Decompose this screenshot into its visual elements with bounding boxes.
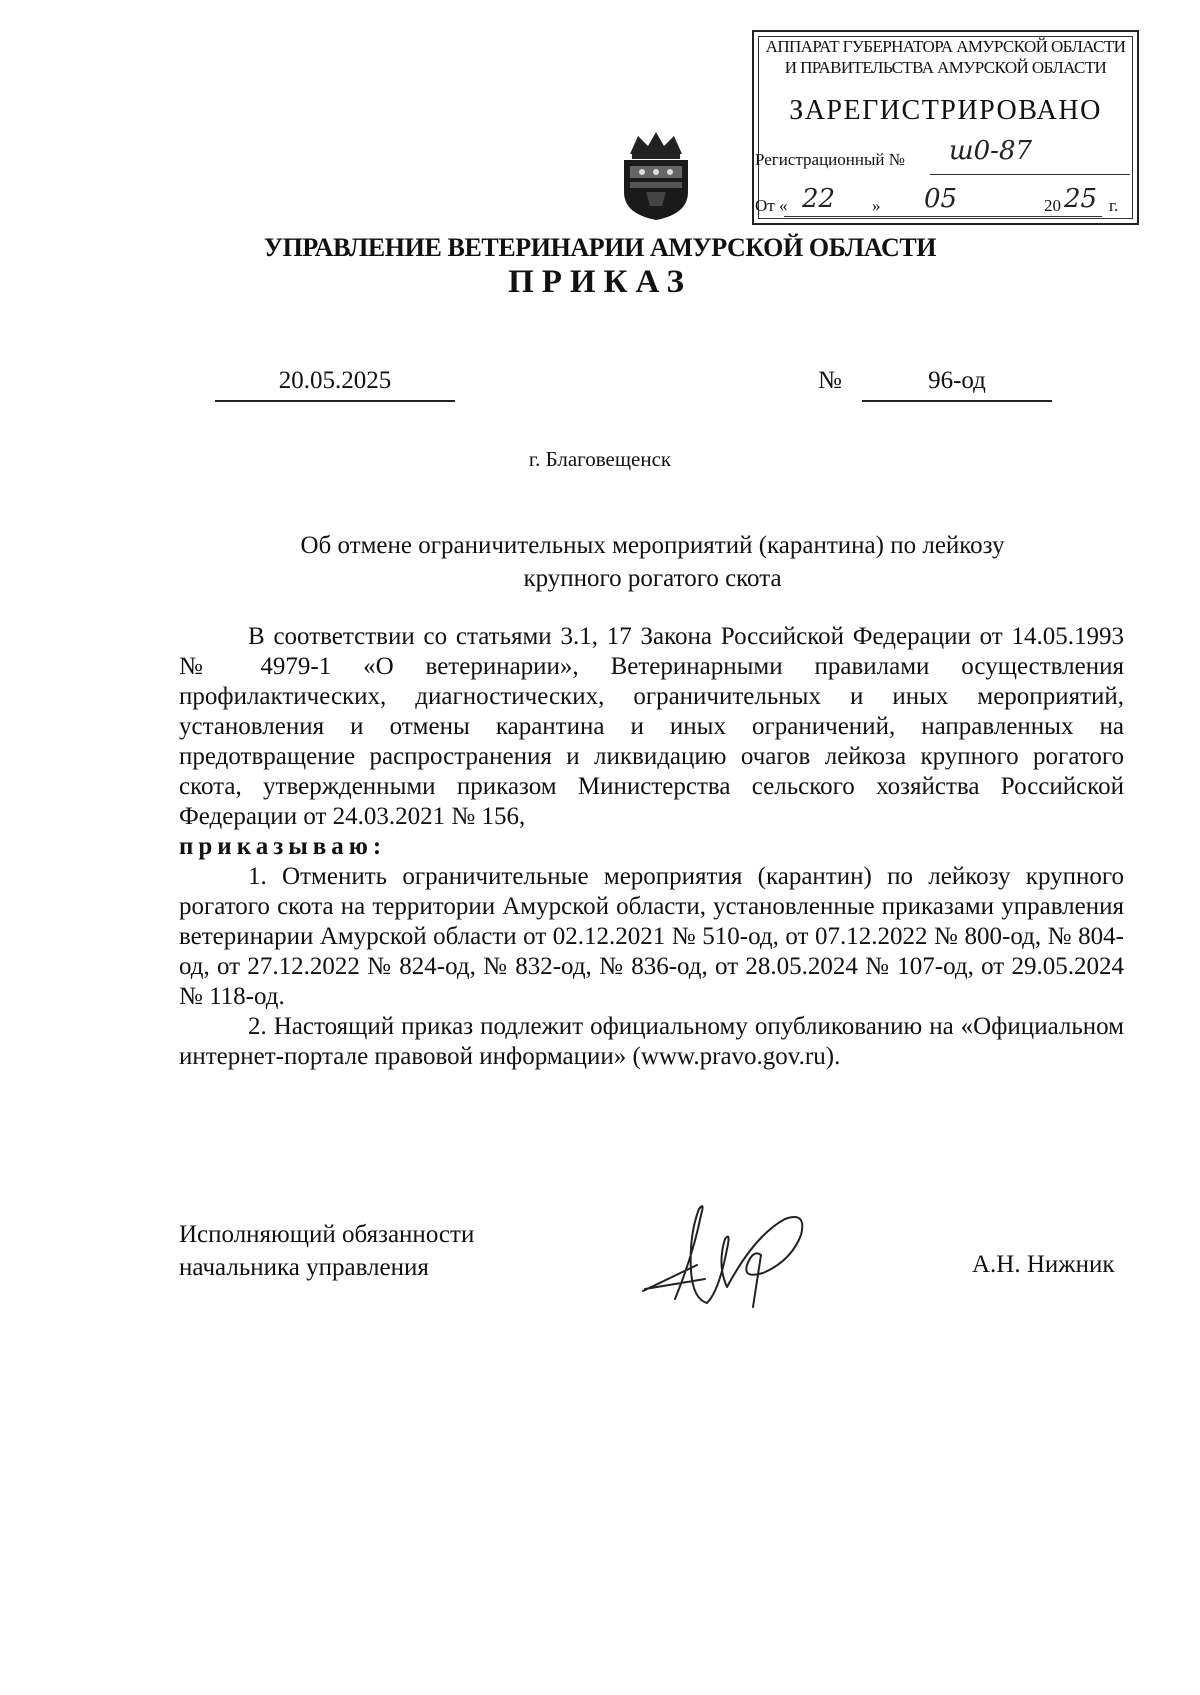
stamp-date-day: 22 (802, 184, 836, 214)
stamp-reg-label: Регистрационный № (755, 150, 905, 169)
city: г. Благовещенск (528, 447, 672, 471)
signatory-name: А.Н. Нижник (972, 1251, 1115, 1278)
order-body (179, 622, 1124, 1072)
order-number-label: № (818, 367, 842, 394)
stamp-date-mid: » (872, 196, 881, 215)
subject-line1: Об отмене ограничительных мероприятий (карантина) по лейкозу (300, 532, 1005, 559)
subject-line2: крупного рогатого скота (523, 565, 782, 592)
registration-stamp (752, 30, 1139, 225)
signatory-position-line1: Исполняющий обязанности (179, 1221, 475, 1248)
signatory-position (179, 1218, 474, 1284)
stamp-date-prefix: От « (755, 196, 788, 215)
order-subject (250, 529, 1055, 595)
order-number-underline (862, 400, 1052, 402)
order-date-underline (215, 400, 455, 402)
stamp-date-year-prefix: 20 (1044, 196, 1061, 215)
stamp-date-year-unit: г. (1109, 196, 1119, 215)
order-item-2: 2. Настоящий приказ подлежит официальному опубликованию на «Официальном интернет-портале правовой информации» (www.pravo.gov.ru). (179, 1013, 1124, 1070)
handwritten-signature (635, 1195, 825, 1315)
order-number: 96-од (928, 367, 986, 394)
coat-of-arms-icon (616, 130, 696, 222)
order-date: 20.05.2025 (278, 367, 392, 394)
document-type: ПРИКАЗ (508, 264, 692, 300)
order-item-1: 1. Отменить ограничительные мероприятия (карантин) по лейкозу крупного рогатого скота на территории Амурской области, установленные приказами управления ветеринарии Амурской области от 02.12.2021 № 510-од, от 07.12.2022 № 800-од, № 804-од, от 27.12.2022 № 824-од, № 832-од, № 836-од, от 28.05.2024 № 107-од, от 29.05.2024 № 118-од. (179, 863, 1124, 1010)
stamp-status: ЗАРЕГИСТРИРОВАНО (789, 95, 1102, 126)
signatory-position-line2: начальника управления (179, 1254, 429, 1281)
preamble-paragraph: В соответствии со статьями 3.1, 17 Закона Российской Федерации от 14.05.1993 № 4979-1 «О ветеринарии», Ветеринарными правилами осуществления профилактических, диагностических, ограничительных и иных мероприятий, установления и отмены карантина и иных ограничений, направленных на предотвращение распространения и ликвидацию очагов лейкоза крупного рогатого скота, утвержденными приказом Министерства сельского хозяйства Российской Федерации от 24.03.2021 № 156, (179, 623, 1124, 830)
stamp-date-underline (784, 216, 1102, 217)
stamp-org-line2: И ПРАВИТЕЛЬСТВА АМУРСКОЙ ОБЛАСТИ (784, 58, 1107, 77)
stamp-org-line1: АППАРАТ ГУБЕРНАТОРА АМУРСКОЙ ОБЛАСТИ (765, 37, 1126, 56)
organization-title: УПРАВЛЕНИЕ ВЕТЕРИНАРИИ АМУРСКОЙ ОБЛАСТИ (263, 233, 937, 262)
stamp-date-month: 05 (924, 184, 958, 214)
stamp-reg-number: ш0-87 (949, 136, 1033, 166)
order-word: приказываю: (179, 833, 387, 860)
stamp-date-year-suffix: 25 (1064, 184, 1098, 214)
stamp-reg-underline (930, 174, 1130, 175)
